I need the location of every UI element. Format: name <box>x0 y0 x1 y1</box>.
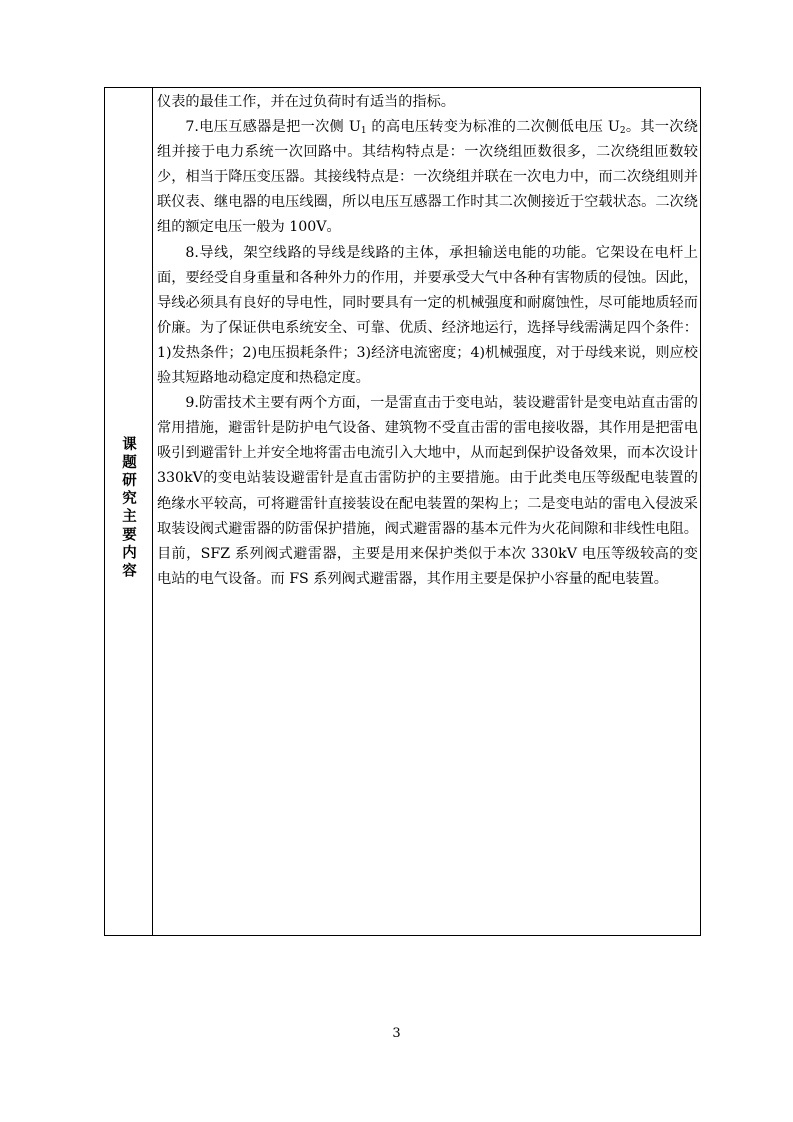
paragraph-voltage-transformer <box>157 115 698 240</box>
paragraph-continuation: 仪表的最佳工作，并在过负荷时有适当的指标。 <box>157 94 455 110</box>
pt-subscript-1: 1 <box>360 126 367 137</box>
pt-text-b: 的高电压转变为标准的二次侧低电压 U <box>366 119 620 136</box>
content-cell <box>153 88 700 935</box>
pt-text-c: 。其一次绕组并接于电力系统一次回路中。其结构特点是：一次绕组匝数很多，二次绕组匝数较少，相当于降压变压器。其接线特点是：一次绕组并联在一次电力中，而二次绕组则并联仪表、继电器的电压线圈，所以电压互感器工作时其二次侧接近于空载状态。二次绕组的额定电压一般为 100V。 <box>157 119 698 236</box>
pt-subscript-2: 2 <box>619 126 626 137</box>
page-number: 3 <box>392 1026 401 1041</box>
section-label: 课题研究主要内容 <box>120 436 136 581</box>
pt-text-a: 7.电压互感器是把一次侧 U <box>185 119 361 136</box>
content-table <box>104 87 701 936</box>
paragraph-conductor: 8.导线，架空线路的导线是线路的主体，承担输送电能的功能。它架设在电杆上面，要经受自身重量和各种外力的作用，并要承受大气中各种有害物质的侵蚀。因此，导线必须具有良好的导电性，同时要具有一定的机械强度和耐腐蚀性，尽可能地质轻而价廉。为了保证供电系统安全、可靠、优质、经济地运行，选择导线需满足四个条件：1)发热条件；2)电压损耗条件；3)经济电流密度；4)机械强度，对于母线来说，则应校验其短路地动稳定度和热稳定度。 <box>157 244 698 387</box>
label-cell <box>105 88 153 935</box>
paragraph-lightning-protection: 9.防雷技术主要有两个方面，一是雷直击于变电站，装设避雷针是变电站直击雷的常用措施，避雷针是防护电气设备、建筑物不受直击雷的雷电接收器，其作用是把雷电吸引到避雷针上并安全地将雷击电流引入大地中，从而起到保护设备效果，而本次设计330kV的变电站装设避雷针是直击雷防护的主要措施。由于此类电压等级配电装置的绝缘水平较高，可将避雷针直接装设在配电装置的架构上；二是变电站的雷电入侵波采取装设阀式避雷器的防雷保护措施，阀式避雷器的基本元件为火花间隙和非线性电阻。目前，SFZ 系列阀式避雷器，主要是用来保护类似于本次 330kV 电压等级较高的变电站的电气设备。而 FS 系列阀式避雷器，其作用主要是保护小容量的配电装置。 <box>157 395 698 587</box>
